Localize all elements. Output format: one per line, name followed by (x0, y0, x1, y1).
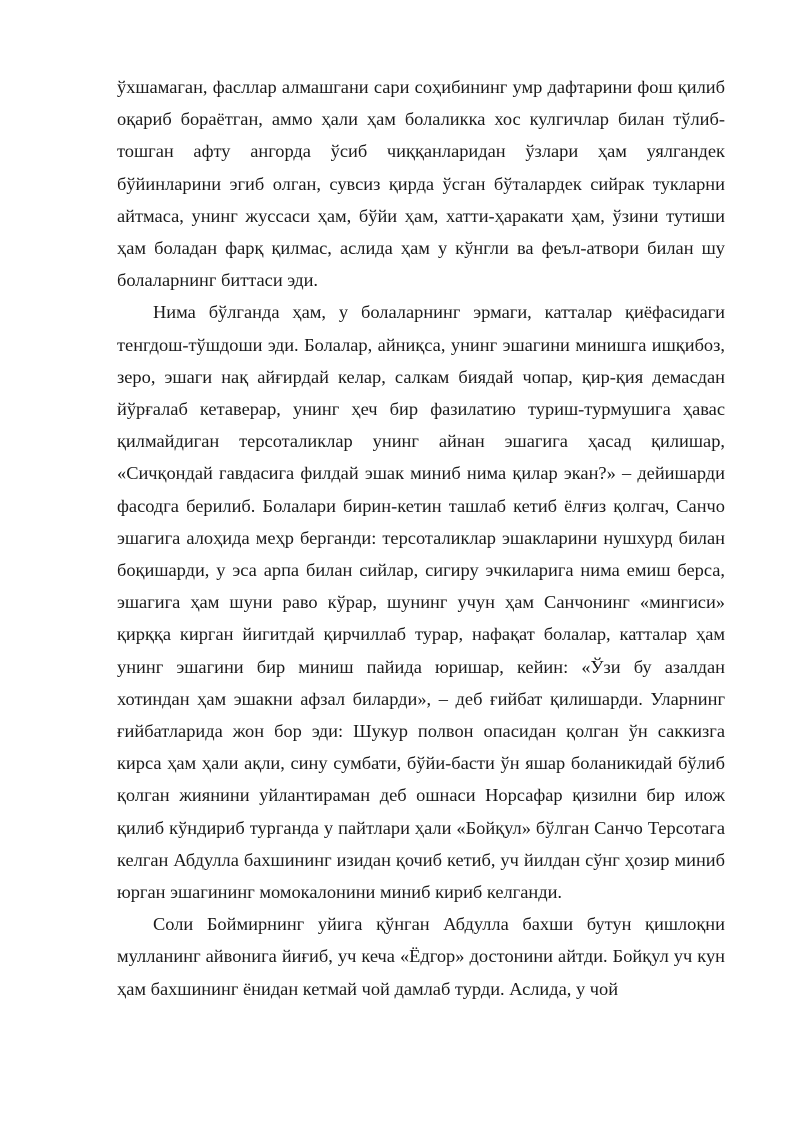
paragraph-1: ўхшамаган, фасллар алмашгани сари соҳибининг умр дафтарини фош қилиб оқариб бораётган, аммо ҳали ҳам болаликка хос кулгичлар билан тўлиб-тошган афту ангорда ўсиб чиққанларидан ўзлари ҳам уялгандек бўйинларини эгиб олган, сувсиз қирда ўсган бўталардек сийрак тукларни айтмаса, унинг жуссаси ҳам, бўйи ҳам, хатти-ҳаракати ҳам, ўзини тутиши ҳам боладан фарқ қилмас, аслида ҳам у кўнгли ва феъл-атвори билан шу болаларнинг биттаси эди. (117, 77, 725, 291)
document-body (117, 71, 725, 1005)
paragraph-3: Соли Боймирнинг уйига қўнган Абдулла бахши бутун қишлоқни мулланинг айвонига йиғиб, уч кеча «Ёдгор» достонини айтди. Бойқул уч кун ҳам бахшининг ёнидан кетмай чой дамлаб турди. Аслида, у чой (117, 914, 725, 999)
paragraph-2: Нима бўлганда ҳам, у болаларнинг эрмаги, катталар қиёфасидаги тенгдош-тўшдоши эди. Болалар, айниқса, унинг эшагини минишга ишқибоз, зеро, эшаги нақ айғирдай келар, салкам биядай чопар, қир-қия демасдан йўрғалаб кетаверар, унинг ҳеч бир фазилатию туриш-турмушига ҳавас қилмайдиган терсоталиклар унинг айнан эшагига ҳасад қилишар, «Сичқондай гавдасига филдай эшак миниб нима қилар экан?» – дейишарди фасодга берилиб. Болалари бирин-кетин ташлаб кетиб ёлғиз қолгач, Санчо эшагига алоҳида меҳр берганди: терсоталиклар эшакларини нушхурд билан боқишарди, у эса арпа билан сийлар, сигиру эчкиларига нима емиш берса, эшагига ҳам шуни раво кўрар, шунинг учун ҳам Санчонинг «мингиси» қирққа кирган йигитдай қирчиллаб турар, нафақат болалар, катталар ҳам унинг эшагини бир миниш пайида юришар, кейин: «Ўзи бу азалдан хотиндан ҳам эшакни афзал биларди», – деб ғийбат қилишарди. Уларнинг ғийбатларида жон бор эди: Шукур полвон опасидан қолган ўн саккизга кирса ҳам ҳали ақли, сину сумбати, бўйи-басти ўн яшар боланикидай бўлиб қолган жиянини уйлантираман деб ошнаси Норсафар қизилни бир илож қилиб кўндириб турганда у пайтлари ҳали «Бойқул» бўлган Санчо Терсотага келган Абдулла бахшининг изидан қочиб кетиб, уч йилдан сўнг ҳозир миниб юрган эшагининг момокалонини миниб кириб келганди. (117, 302, 725, 903)
